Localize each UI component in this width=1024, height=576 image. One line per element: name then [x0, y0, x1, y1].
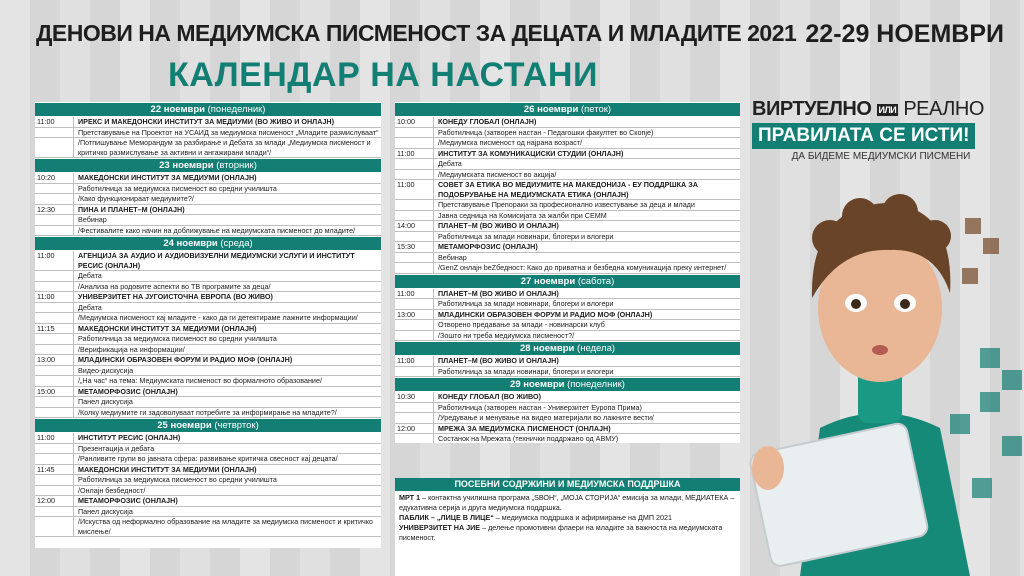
event-detail: /Зошто ни треба медиумска писменост?/ [433, 331, 740, 341]
event-time: 12:00 [37, 496, 55, 505]
event-time: 11:00 [397, 288, 415, 298]
event-organizer: ПЛАНЕТ–М (ВО ЖИВО И ОНЛАЈН) [433, 221, 740, 231]
event-time [395, 320, 433, 330]
event-time [35, 345, 73, 355]
event-detail: /Уредување и менување на видео материјали во лажните вести/ [433, 413, 740, 423]
event-time [35, 517, 73, 536]
event-row [35, 507, 381, 518]
event-row [35, 444, 381, 455]
event-row [395, 289, 740, 300]
event-detail: Работилница за млади новинари, блогери и влогери [433, 232, 740, 242]
event-row [35, 271, 381, 282]
event-organizer: КОНЕДУ ГЛОБАЛ (ВО ЖИВО) [433, 392, 740, 402]
event-detail: /Анализа на родовите аспекти во ТВ програмите за деца/ [73, 282, 381, 292]
event-row [395, 392, 740, 403]
event-organizer: АГЕНЦИЈА ЗА АУДИО И АУДИОВИЗУЕЛНИ МЕДИУМСКИ УСЛУГИ И ИНСТИТУТ РЕСИС (ОНЛАЈН) [73, 251, 381, 270]
event-time [35, 194, 73, 204]
event-row [35, 486, 381, 497]
event-row [395, 149, 740, 160]
event-row [395, 331, 740, 342]
special-row-text: – медиумска поддршка и афирмирање на ДМП 2021 [493, 513, 673, 522]
event-time: 15:30 [397, 242, 415, 251]
event-time [35, 226, 73, 236]
event-row [35, 226, 381, 237]
event-row [395, 211, 740, 222]
event-time: 11:45 [37, 464, 55, 474]
event-detail: Панел дискусија [73, 507, 381, 517]
event-row [35, 117, 381, 128]
event-detail: Работилница (затворен настан - Педагошки факултет во Скопје) [433, 128, 740, 138]
event-time [35, 334, 73, 344]
event-row [35, 366, 381, 377]
event-organizer: СОВЕТ ЗА ЕТИКА ВО МЕДИУМИТЕ НА МАКЕДОНИЈА - ЕУ ПОДДРШКА ЗА ПОДОБРУВАЊЕ НА МЕДИУМСКАТА ЕТИКА (ОНЛАЈН) [433, 180, 740, 199]
day-weekday: (сабота) [577, 275, 615, 287]
event-detail: Видео-дискусија [73, 366, 381, 376]
event-time [35, 282, 73, 292]
event-time: 13:00 [37, 355, 55, 364]
day-weekday: (среда) [220, 238, 253, 249]
event-row [395, 221, 740, 232]
event-row [35, 345, 381, 356]
day-date: 23 ноември [159, 160, 214, 171]
event-organizer: МЕТАМОРФОЗИС (ОНЛАЈН) [73, 496, 381, 506]
event-organizer: КОНЕДУ ГЛОБАЛ (ОНЛАЈН) [433, 117, 740, 127]
event-time: 12:30 [37, 204, 55, 214]
event-detail: Панел дискусија [73, 397, 381, 407]
event-row [35, 251, 381, 271]
event-time [395, 331, 433, 341]
day-date: 25 ноември [157, 420, 212, 431]
event-organizer: ИРЕКС И МАКЕДОНСКИ ИНСТИТУТ ЗА МЕДИУМИ (ВО ЖИВО И ОНЛАЈН) [73, 117, 381, 127]
event-detail: Работилница за медиумска писменост во средни училишта [73, 334, 381, 344]
day-weekday: (недела) [577, 343, 616, 354]
event-row [395, 356, 740, 367]
event-organizer: ПЛАНЕТ–М (ВО ЖИВО И ОНЛАЈН) [433, 289, 740, 299]
event-time: 10:30 [397, 392, 415, 401]
event-time [35, 138, 73, 157]
event-detail: Работилница (затворен настан - Универзитет Еуропа Прима) [433, 403, 740, 413]
event-time [395, 263, 433, 273]
event-row [395, 310, 740, 321]
event-time [35, 303, 73, 313]
special-row-title: МРТ 1 [399, 493, 421, 502]
event-row [395, 242, 740, 253]
day-weekday: (четврток) [214, 420, 259, 431]
logo-line-1 [752, 98, 1010, 121]
event-row [35, 303, 381, 314]
event-time [35, 408, 73, 418]
event-detail: Вебинар [73, 215, 381, 225]
event-detail: /Верификација на информации/ [73, 345, 381, 355]
page-subtitle: КАЛЕНДАР НА НАСТАНИ [168, 56, 598, 94]
event-detail: Дебата [433, 159, 740, 169]
event-time [395, 128, 433, 138]
event-time: 11:00 [37, 117, 55, 126]
event-row [395, 180, 740, 200]
event-organizer: МЛАДИНСКИ ОБРАЗОВЕН ФОРУМ И РАДИО МОФ (ОНЛАЈН) [433, 310, 740, 320]
event-detail: /Колку медиумите ги задоволуваат потребите за информирање на младите?/ [73, 408, 381, 418]
date-range: 22-29 НОЕМВРИ [805, 20, 1004, 48]
event-row [35, 173, 381, 184]
event-row [395, 159, 740, 170]
event-time [35, 366, 73, 376]
event-time: 10:20 [37, 173, 55, 182]
special-section-body [395, 491, 740, 545]
day-header [35, 159, 381, 172]
day-weekday: (понеделник) [567, 379, 625, 390]
event-detail: /Како функционираат медиумите?/ [73, 194, 381, 204]
day-weekday: (петок) [580, 104, 612, 115]
special-row-title: ПАБЛИК – „ЛИЦЕ В ЛИЦЕ“ [399, 513, 494, 522]
event-time [35, 376, 73, 386]
event-row [395, 263, 740, 274]
event-row [35, 138, 381, 158]
event-time: 13:00 [397, 309, 415, 319]
event-time [35, 444, 73, 454]
event-row [35, 454, 381, 465]
event-detail: /„На час“ на тема: Медиумската писменост во формалното образование/ [73, 376, 381, 386]
logo-tagline: ДА БИДЕМЕ МЕДИУМСКИ ПИСМЕНИ [791, 151, 971, 162]
event-time [395, 159, 433, 169]
event-time [35, 454, 73, 464]
special-row-title: УНИВЕРЗИТЕТ НА ЈИЕ [399, 523, 481, 532]
event-row [35, 292, 381, 303]
campaign-logo [752, 98, 1010, 168]
event-organizer: ИНСТИТУТ РЕСИС (ОНЛАЈН) [73, 433, 381, 443]
event-row [395, 138, 740, 149]
event-row [395, 413, 740, 424]
event-row [395, 170, 740, 181]
event-organizer: ПИНА И ПЛАНЕТ–М (ОНЛАЈН) [73, 205, 381, 215]
event-row [35, 408, 381, 419]
event-detail: /Медиумска писменост од најрана возраст/ [433, 138, 740, 148]
event-detail: Вебинар [433, 253, 740, 263]
day-date: 28 ноември [519, 343, 575, 354]
event-row [395, 253, 740, 264]
event-detail: Отворено предавање за млади - новинарски клуб [433, 320, 740, 330]
event-row [35, 465, 381, 476]
event-detail: Дебата [73, 271, 381, 281]
event-organizer: МЛАДИНСКИ ОБРАЗОВЕН ФОРУМ И РАДИО МОФ (ОНЛАЈН) [73, 355, 381, 365]
event-time [35, 271, 73, 281]
event-row [35, 194, 381, 205]
event-time: 14:00 [397, 221, 415, 230]
event-organizer: МАКЕДОНСКИ ИНСТИТУТ ЗА МЕДИУМИ (ОНЛАЈН) [73, 465, 381, 475]
event-row [35, 517, 381, 537]
event-organizer: МРЕЖА ЗА МЕДИУМСКА ПИСМЕНОСТ (ОНЛАЈН) [433, 424, 740, 434]
event-row [395, 403, 740, 414]
event-detail: /GenZ онлајн beZбедност: Како до приватна и безбедна комуникација преку интернет/ [433, 263, 740, 273]
day-header [395, 103, 740, 116]
event-time [35, 475, 73, 485]
event-time [395, 403, 433, 413]
day-date: 27 ноември [520, 275, 576, 287]
event-detail: Работилница за медиумска писменост во средни училишта [73, 184, 381, 194]
day-header [395, 342, 740, 355]
event-time [395, 253, 433, 263]
event-time [395, 434, 433, 443]
event-detail: Јавна седница на Комисијата за жалби при СЕММ [433, 211, 740, 221]
event-row [395, 320, 740, 331]
event-row [395, 200, 740, 211]
event-detail: /Онлајн безбедност/ [73, 486, 381, 496]
event-detail: /Фестивалите како начин на доближување на медиумската писменост до младите/ [73, 226, 381, 236]
event-row [395, 128, 740, 139]
day-header [395, 275, 740, 288]
day-header [395, 378, 740, 391]
day-header [35, 237, 381, 250]
event-row [395, 424, 740, 435]
event-detail: /Искуства од неформално образование на младите за медиумска писменост и критичко мислење/ [73, 517, 381, 536]
event-row [395, 434, 740, 443]
event-row [35, 313, 381, 324]
event-row [35, 475, 381, 486]
event-time [395, 200, 433, 210]
event-time [35, 397, 73, 407]
event-time: 11:00 [397, 180, 415, 189]
event-organizer: ПЛАНЕТ–М (ВО ЖИВО И ОНЛАЈН) [433, 356, 740, 366]
event-row [35, 324, 381, 335]
event-organizer: УНИВЕРЗИТЕТ НА ЈУГОИСТОЧНА ЕВРОПА (ВО ЖИВО) [73, 292, 381, 302]
special-row-text: – контактна училишна програма „ЅВОН“, „МОЈА СТОРИЈА“ емисија за млади, МЕДИАТЕКА – едукативна серија и друга медиумска поддршка. [399, 493, 735, 512]
event-time: 15:00 [37, 386, 55, 396]
day-header [35, 419, 381, 432]
event-row [35, 334, 381, 345]
event-time: 12:00 [397, 423, 415, 433]
logo-real: РЕАЛНО [903, 98, 984, 120]
logo-virtual: ВИРТУЕЛНО [752, 98, 872, 120]
event-row [35, 433, 381, 444]
event-detail: Претставување Препораки за професионално известување за деца и млади [433, 200, 740, 210]
event-row [35, 184, 381, 195]
event-time: 11:00 [37, 433, 55, 442]
special-row-text: – делење промотивни флаери на младите за важноста на медиумската писменост. [399, 523, 723, 542]
event-time: 11:15 [37, 323, 55, 333]
event-time [35, 215, 73, 225]
child-with-tablet-illustration [740, 178, 1024, 576]
event-row [35, 387, 381, 398]
event-row [395, 367, 740, 378]
event-row [395, 232, 740, 243]
special-row [399, 513, 736, 523]
event-row [35, 355, 381, 366]
event-time [395, 413, 433, 423]
event-organizer: МАКЕДОНСКИ ИНСТИТУТ ЗА МЕДИУМИ (ОНЛАЈН) [73, 173, 381, 183]
special-section [395, 478, 740, 576]
event-detail: Работилница за млади новинари, блогери и влогери [433, 299, 740, 309]
event-organizer: МАКЕДОНСКИ ИНСТИТУТ ЗА МЕДИУМИ (ОНЛАЈН) [73, 324, 381, 334]
event-row [395, 117, 740, 128]
day-date: 29 ноември [510, 379, 565, 390]
calendar-column-right [395, 102, 740, 443]
event-time [395, 299, 433, 309]
event-time: 11:00 [37, 251, 55, 260]
special-row [399, 523, 736, 543]
page-title: ДЕНОВИ НА МЕДИУМСКА ПИСМЕНОСТ ЗА ДЕЦАТА И МЛАДИТЕ 2021 [36, 20, 797, 46]
event-time: 11:00 [397, 356, 415, 365]
day-date: 24 ноември [163, 238, 218, 249]
event-time [35, 184, 73, 194]
event-time [395, 138, 433, 148]
day-date: 22 ноември [150, 104, 205, 115]
event-organizer: МЕТАМОРФОЗИС (ОНЛАЈН) [73, 387, 381, 397]
event-detail: Дебата [73, 303, 381, 313]
event-row [35, 376, 381, 387]
event-detail: Претставување на Проектот на УСАИД за медиумска писменост „Младите размислуваат“ [73, 128, 381, 138]
event-detail: /Потпишување Меморандум за разбирање и Дебата за млади „Медиумска писменост и критичко размислување за активни и ангажирани млади“/ [73, 138, 381, 157]
event-time [35, 507, 73, 517]
event-time [395, 232, 433, 242]
event-detail: Состанок на Мрежата (технички поддржано од АВМУ) [433, 434, 740, 443]
special-row [399, 493, 736, 513]
event-row [35, 282, 381, 293]
event-time [35, 128, 73, 138]
event-time: 10:00 [397, 117, 415, 126]
day-weekday: (понеделник) [207, 104, 266, 115]
event-organizer: ИНСТИТУТ ЗА КОМУНИКАЦИСКИ СТУДИИ (ОНЛАЈН) [433, 149, 740, 159]
event-row [35, 215, 381, 226]
event-time: 11:00 [397, 148, 415, 158]
event-time: 11:00 [37, 292, 55, 301]
event-time [395, 170, 433, 180]
event-time [395, 211, 433, 221]
event-detail: /Медиумската писменост во акција/ [433, 170, 740, 180]
event-time [35, 486, 73, 496]
event-detail: Работилница за млади новинари, блогери и влогери [433, 367, 740, 377]
day-header [35, 103, 381, 116]
event-row [395, 299, 740, 310]
event-row [35, 128, 381, 139]
special-section-heading: ПОСЕБНИ СОДРЖИНИ И МЕДИУМСКА ПОДДРШКА [395, 478, 740, 491]
event-row [35, 397, 381, 408]
event-organizer: МЕТАМОРФОЗИС (ОНЛАЈН) [433, 242, 740, 252]
day-weekday: (вторник) [216, 160, 257, 171]
event-time [35, 313, 73, 323]
calendar-column-left [35, 102, 381, 548]
logo-slogan: ПРАВИЛАТА СЕ ИСТИ! [752, 123, 975, 149]
event-detail: Работилница за медиумска писменост во средни училишта [73, 475, 381, 485]
event-detail: /Ранливите групи во јавната сфера: развивање критичка свесност кај децата/ [73, 454, 381, 464]
logo-ili: ИЛИ [878, 104, 897, 115]
event-detail: Презентација и дебата [73, 444, 381, 454]
pixel-pattern-icon [950, 348, 1022, 498]
event-row [35, 205, 381, 216]
day-date: 26 ноември [523, 104, 579, 115]
event-time [395, 367, 433, 377]
event-detail: /Медиумска писменост кај младите - како да ги детектираме лажните информации/ [73, 313, 381, 323]
event-row [35, 496, 381, 507]
